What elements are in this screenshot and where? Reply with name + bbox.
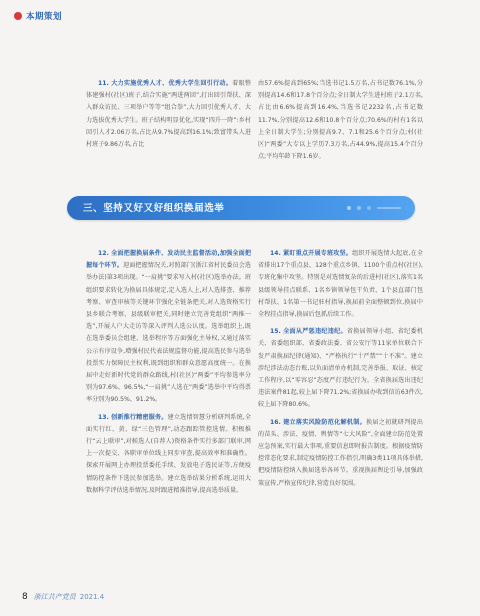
item-13: [86, 412, 251, 497]
page-footer: [22, 592, 104, 602]
item-11-body: 着眼整体建强村(社区)班子,结合实施“两进两回”,打出回引帮扶、深入群众访民、三项举户等等“组合拳”,大力回引优秀人才、大力选拔优秀大学生。班子结构明显优化,实现“四升一降”:乡村回引人才2.06万名,占比从9.7%提高到16.1%;致富带头人进村班子9.86万名,占比: [86, 80, 251, 149]
item-15-heading: 15. 全面从严惩违纪违纪。: [270, 328, 347, 336]
top-right-text: 由57.6%提高到65%;当选书记1.5万名,占书记数76.1%,分别提高14.6和17.8个百分点;全日制大学生进村班子2.1万名,占比由6.6%提高到16.4%,当选书记2232名,占书记数11.7%,分别提高12.6和10.8个百分点;70.6%的村有1名以上全日制大学生;分别提高9.7、7.1和25.6个百分点;村(社区)“两委”大专以上学历7.3万名,占44.9%,提高15.4个百分点;平均年龄下降1.6岁。: [258, 80, 423, 161]
item-15: [258, 326, 423, 411]
item-12-body: 迎面把握情况关,对照部门(浙江省村民委员会选举办法)第3项出现。“一肩挑”要求写入村(社区)选举办法。班组织要求转化为换届具体规定,定入选人上,对人选排查、推荐考察、审查审核等关键环节强化全链条把关,对人选资格实行县乡联合考察、县级联审把关,同时建立完善党组织“两推一选”,开展人户大走访等深入评判人选公认度。选举组织上,既在选举委员会组建、选举程序等方面强化主导权,又通过落实公示有序设争,增强村民代表法规监督功能,提高选民参与选举投票实力保障民主权利,既到组织和群众意愿高度统一。在换届中走好新时代党的群众路线,村(社区)“两委”平均参选率分别为97.6%、96.5%,“一肩挑”人选在“两委”选举中平均得票率分别为90.5%、91.2%。: [86, 262, 251, 404]
page-number: 8: [22, 592, 28, 602]
top-left-column: [86, 78, 251, 151]
item-16: [258, 417, 423, 490]
bottom-left-column: [86, 248, 251, 497]
item-11-heading: 11. 大力实施优秀人才、优秀大学生回引行动。: [98, 80, 233, 87]
item-12-heading: 12. 全面把握换届条件、发动民主监督活动,加强全面把握每个环节。: [86, 250, 251, 270]
item-14-body: 组织开展选情大起底,在全省排出17个重点县、128个重点乡镇、1100个重点村(社区),专班化集中攻坚。特别是对选情复杂的后进村(社区),落实1名县级领导挂点联系、1名乡镇领导包干负责、1个县直部门包村帮扶、1名第一书记驻村指导,换届前全面整顿到位,换届中全程挂点指导,换届后包抓后续工作。: [258, 250, 423, 319]
banner-decoration-icon: [343, 203, 403, 213]
item-13-body: 建立选情智慧分析研判系统,全面实行红、黄、绿“三色管理”,动态跟踪管控选情。积极推行“云上联审”,对候选人(自荐人)资格条件实行多部门联审,网上一次提交、各职审单位线上同步审查,提高效率和准确性。探索开展网上办理投票委托手续、发放电子选民证等,方便疫情防控条件下选民参加选举。建立选举结果分析系统,运用大数据科学评估选举情况,及时跟进精准指导,提高选举质量。: [86, 413, 252, 494]
item-15-body: 省换届领导小组、省纪委机关、省委组织部、省委政法委、省公安厅等11家单位联合下发严肃换届纪律(通知)、“严格执行“十严禁”“十不准”。建立涉纪涉法动态台账,以负面清单办机制,完善举报、取证、核定工作程序,以“零容忍”态度严打违纪行为。全省换届选出违纪违法案件81起,较上届下降71.2%;省换届办收到信访63件次,较上届下降80.6%。: [258, 328, 424, 409]
top-right-column: [258, 78, 423, 163]
section-label: 本期策划: [26, 12, 63, 22]
item-14-heading: 14. 紧盯重点开展专班攻坚。: [270, 250, 353, 257]
issue-number: 2021.4: [79, 593, 105, 601]
item-14: [258, 248, 423, 321]
section-header: [14, 10, 62, 22]
item-13-heading: 13. 创新推行精密服务。: [98, 413, 168, 421]
magazine-name: 浙江共产党员: [33, 593, 76, 601]
item-12: [86, 248, 251, 407]
item-16-body: 换届之初就研判提出的苗头、涉法、疫情、舆情等“七大风险”,全面建立防范处置应急预案,实行最大事项,重要信息即时报告制度。根据疫情防控常态化要求,制定疫情防控工作指引,明确3类11项具体举措,把疫情防控纳入换届选举各环节。重视换届舆论引导,加强政策宣传,严格宣传纪律,营造良好氛围。: [258, 418, 423, 487]
bottom-right-column: [258, 248, 423, 490]
chapter-title: 三、坚持又好又好组织换届选举: [83, 203, 225, 214]
item-16-heading: 16. 建立落实风险防范化解机制。: [270, 418, 366, 426]
chapter-banner: [67, 196, 415, 220]
section-bullet-icon: [14, 12, 22, 20]
